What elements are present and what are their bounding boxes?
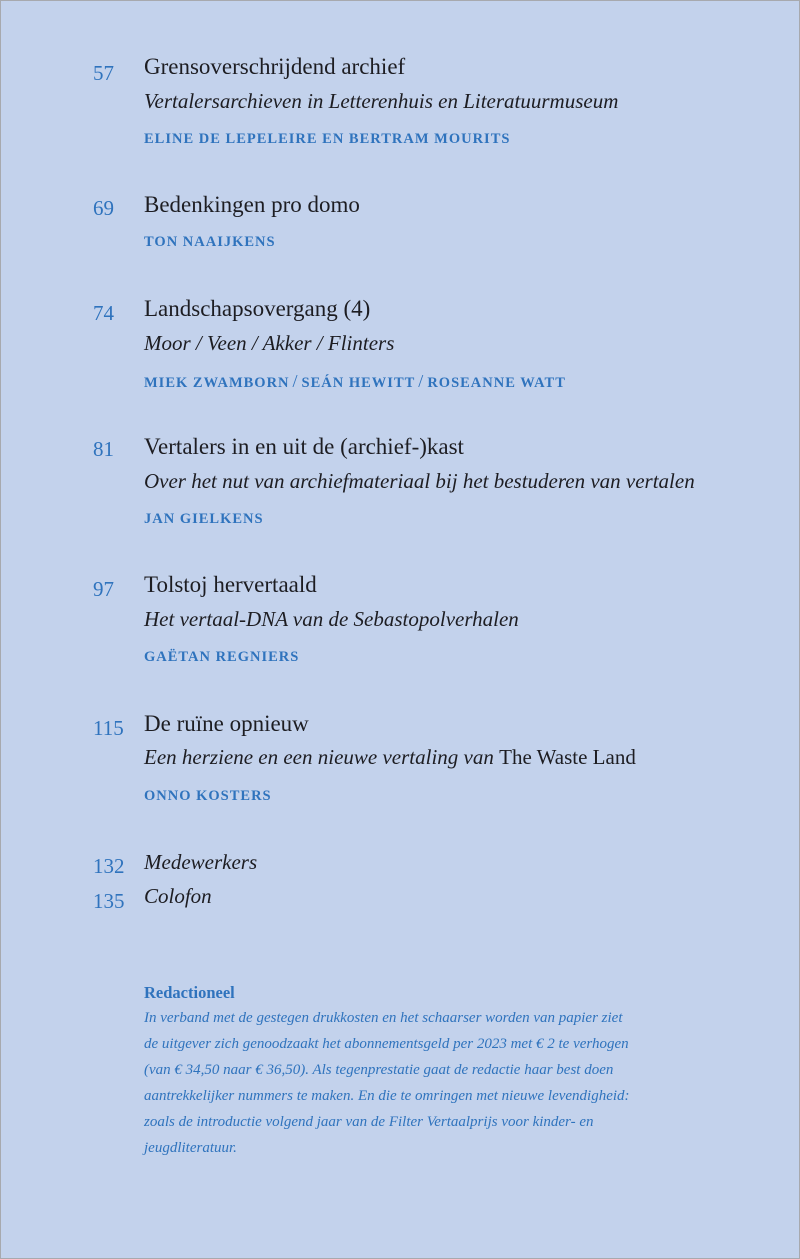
entry-title: Bedenkingen pro domo	[144, 192, 360, 217]
author-separator: /	[292, 371, 299, 391]
entry-title: Colofon	[144, 884, 212, 908]
entry-title: Medewerkers	[144, 850, 258, 874]
entry-subtitle-work-title: The Waste Land	[499, 745, 636, 769]
page-number: 57	[93, 61, 114, 85]
note-text	[144, 1005, 744, 1161]
entry-subtitle: Vertalersarchieven in Letterenhuis en Literatuurmuseum	[144, 89, 619, 113]
entry-subtitle	[144, 745, 636, 770]
entry-subtitle: Over het nut van archiefmateriaal bij het bestuderen van vertalen	[144, 469, 695, 493]
entry-title: Tolstoj hervertaald	[144, 572, 317, 597]
note-line: (van € 34,50 naar € 36,50). Als tegenprestatie gaat de redactie haar best doen	[144, 1062, 614, 1078]
entry-subtitle: Moor / Veen / Akker / Flinters	[144, 331, 395, 355]
entry-subtitle: Het vertaal-DNA van de Sebastopolverhalen	[144, 607, 519, 631]
note-line: de uitgever zich genoodzaakt het abonnementsgeld per 2023 met € 2 te verhogen	[144, 1036, 629, 1052]
author-name: MIEK ZWAMBORN	[144, 375, 290, 391]
entry-title: Grensoverschrijdend archief	[144, 54, 406, 79]
entry-title: De ruïne opnieuw	[144, 711, 309, 736]
editorial-note	[144, 983, 744, 1161]
page-number: 74	[93, 301, 114, 325]
note-line: jeugdliteratuur.	[144, 1140, 237, 1156]
page-number: 135	[93, 889, 125, 913]
page-number: 132	[93, 854, 125, 878]
note-title: Redactioneel	[144, 983, 235, 1002]
entry-author: JAN GIELKENS	[144, 511, 264, 527]
page-number: 69	[93, 196, 114, 220]
entry-subtitle-italic: Een herziene en een nieuwe vertaling van	[144, 745, 494, 769]
page-number: 97	[93, 577, 114, 601]
entry-author: TON NAAIJKENS	[144, 234, 276, 250]
note-line: In verband met de gestegen drukkosten en het schaarser worden van papier ziet	[144, 1010, 623, 1026]
page-number: 81	[93, 437, 114, 461]
entry-authors	[144, 371, 566, 392]
entry-author: GAËTAN REGNIERS	[144, 649, 300, 665]
entry-title: Landschapsovergang (4)	[144, 296, 371, 321]
author-name: ROSEANNE WATT	[427, 375, 566, 391]
note-line: aantrekkelijker nummers te maken. En die te omringen met nieuwe levendigheid:	[144, 1088, 630, 1104]
author-separator: /	[418, 371, 425, 391]
page-number: 115	[93, 716, 124, 740]
entry-author: ELINE DE LEPELEIRE EN BERTRAM MOURITS	[144, 131, 511, 147]
author-name: SEÁN HEWITT	[301, 375, 416, 391]
note-line: zoals de introductie volgend jaar van de Filter Vertaalprijs voor kinder- en	[144, 1114, 594, 1130]
entry-title: Vertalers in en uit de (archief-)kast	[144, 434, 464, 459]
entry-author: ONNO KOSTERS	[144, 788, 272, 804]
